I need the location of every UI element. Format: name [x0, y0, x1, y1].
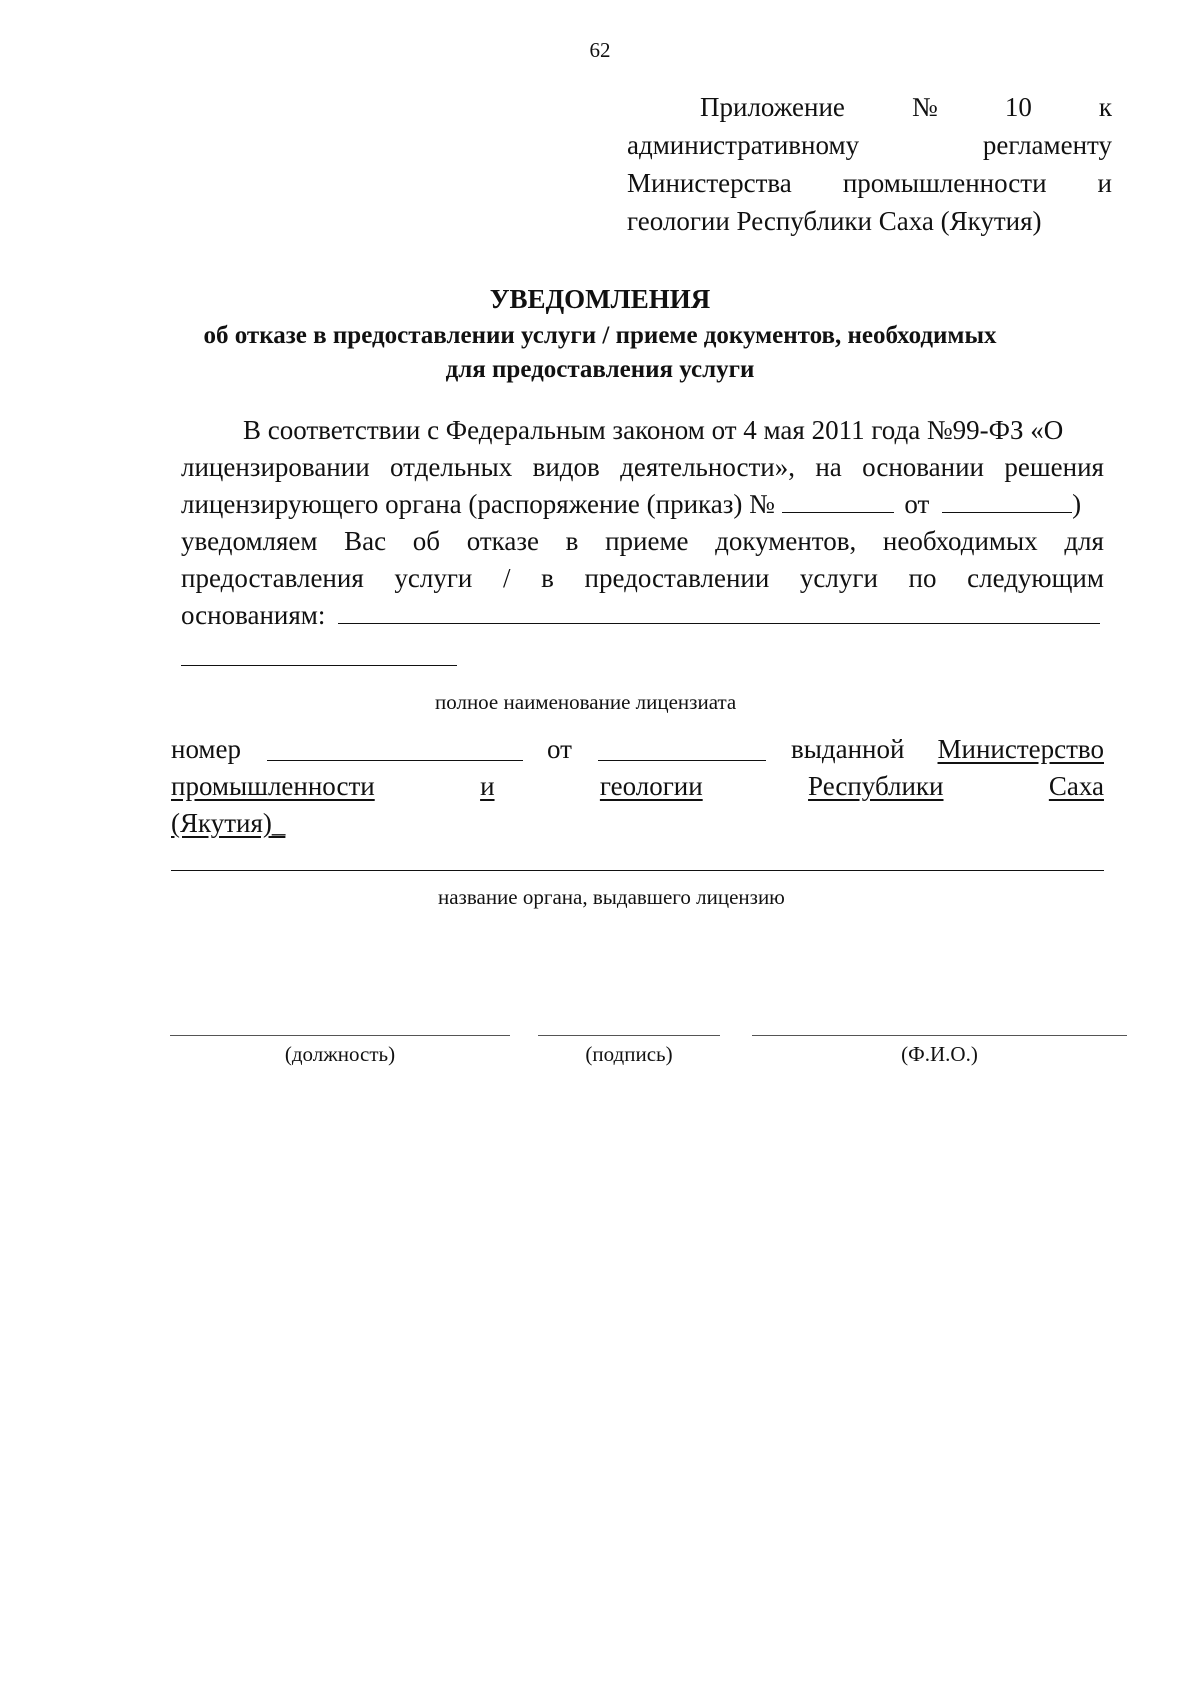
paragraph-word: лицензировании — [181, 452, 370, 482]
signature-caption: (подпись) — [585, 1042, 673, 1066]
ministry-word: Саха — [1048, 771, 1104, 801]
page-number: 62 — [589, 38, 611, 62]
paragraph-line-2 — [181, 448, 1104, 485]
paragraph-word: в — [565, 526, 579, 556]
paragraph-word: предоставлении — [584, 563, 770, 593]
appendix-word: административному — [627, 130, 860, 160]
position-caption: (должность) — [284, 1042, 396, 1066]
appendix-line-1 — [700, 88, 1112, 126]
ministry-name: Министерство — [937, 734, 1104, 764]
paragraph-word: документов, — [715, 526, 857, 556]
number-label: номер — [171, 734, 242, 764]
appendix-word: и — [1097, 168, 1112, 198]
grounds-continuation-line[interactable] — [181, 665, 457, 666]
ministry-line-2 — [171, 767, 1104, 804]
appendix-line-4: геологии Республики Саха (Якутия) — [627, 206, 1042, 236]
paragraph-word: для — [1064, 526, 1104, 556]
paragraph-word: решения — [1004, 452, 1104, 482]
document-title: УВЕДОМЛЕНИЯ — [489, 284, 711, 314]
paragraph-word: уведомляем — [181, 526, 318, 556]
license-date-label: от — [547, 734, 572, 764]
appendix-block — [627, 88, 1112, 240]
paragraph-word: услуги — [394, 563, 473, 593]
appendix-line-2 — [627, 126, 1112, 164]
paragraph-word: отдельных — [390, 452, 513, 482]
paragraph-word: предоставления — [181, 563, 364, 593]
document-subtitle-line-2: для предоставления услуги — [445, 356, 755, 383]
notice-paragraph — [181, 411, 1104, 633]
fio-caption: (Ф.И.О.) — [901, 1042, 978, 1066]
appendix-word: Приложение — [700, 92, 845, 122]
appendix-line-3 — [627, 164, 1112, 202]
appendix-word: Министерства — [627, 168, 792, 198]
order-date-blank[interactable] — [942, 486, 1072, 513]
license-number-row — [171, 730, 1104, 841]
issuing-organ-caption: название органа, выдавшего лицензию — [438, 885, 785, 909]
paragraph-word: необходимых — [882, 526, 1038, 556]
appendix-word: регламенту — [982, 130, 1112, 160]
position-line[interactable] — [170, 1035, 510, 1036]
paragraph-word: на — [815, 452, 842, 482]
ministry-word: промышленности — [171, 771, 375, 801]
appendix-word: № — [911, 92, 938, 122]
issuing-organ-line[interactable] — [171, 870, 1104, 871]
signature-line[interactable] — [538, 1035, 720, 1036]
order-label: лицензирующего органа (распоряжение (приказ) № — [181, 489, 775, 519]
license-date-blank[interactable] — [598, 734, 766, 761]
paragraph-line-6 — [181, 596, 1104, 633]
paragraph-word: следующим — [967, 563, 1104, 593]
paragraph-word: видов — [532, 452, 600, 482]
paragraph-word: приеме — [605, 526, 689, 556]
ministry-word: геологии — [599, 771, 703, 801]
paragraph-word: Вас — [344, 526, 387, 556]
appendix-word: к — [1098, 92, 1112, 122]
paragraph-line-4 — [181, 522, 1104, 559]
paragraph-word: в — [541, 563, 554, 593]
licensee-caption: полное наименование лицензиата — [435, 690, 737, 714]
ministry-word: и — [480, 771, 495, 801]
order-number-blank[interactable] — [782, 486, 894, 513]
appendix-word: 10 — [1004, 92, 1032, 122]
ministry-line-3: (Якутия)_ — [171, 808, 286, 838]
paragraph-word: отказе — [466, 526, 539, 556]
paragraph-word: об — [412, 526, 441, 556]
issued-label: выданной — [791, 734, 905, 764]
paragraph-word: / — [503, 563, 511, 593]
paragraph-word: деятельности», — [620, 452, 795, 482]
paragraph-word: основании — [862, 452, 985, 482]
appendix-word: промышленности — [842, 168, 1047, 198]
paragraph-line-3 — [181, 485, 1104, 522]
paragraph-line-5 — [181, 559, 1104, 596]
grounds-blank[interactable] — [338, 597, 1100, 624]
grounds-label: основаниям: — [181, 600, 326, 630]
paragraph-word: по — [908, 563, 937, 593]
fio-line[interactable] — [752, 1035, 1127, 1036]
license-number-blank[interactable] — [267, 734, 523, 761]
order-date-label: от — [904, 489, 930, 519]
closing-paren: ) — [1072, 489, 1082, 519]
document-subtitle-line-1: об отказе в предоставлении услуги / приеме документов, необходимых — [203, 322, 997, 349]
ministry-word: Республики — [808, 771, 944, 801]
paragraph-word: услуги — [799, 563, 878, 593]
paragraph-line-1: В соответствии с Федеральным законом от 4 мая 2011 года №99-ФЗ «О — [243, 415, 1064, 445]
